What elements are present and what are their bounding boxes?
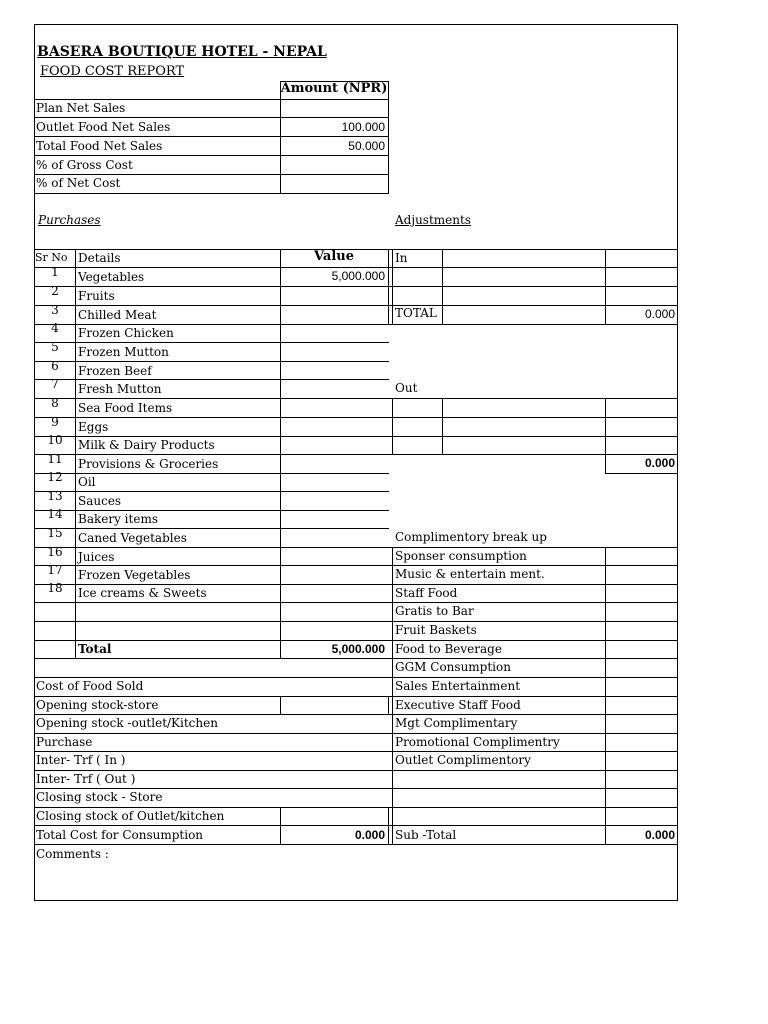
purchase-row-srno: 17	[47, 563, 63, 577]
col-header-srno: Sr No	[35, 251, 68, 264]
complimentary-item: Food to Beverage	[395, 642, 502, 656]
cost-row-label: Inter- Trf ( In )	[36, 753, 126, 767]
total-cost-consumption-value: 0.000	[354, 828, 385, 842]
purchase-row-srno: 12	[47, 470, 63, 484]
purchase-row-details: Frozen Mutton	[78, 345, 169, 359]
purchase-row-srno: 11	[47, 452, 63, 466]
purchase-row-srno: 16	[47, 545, 63, 559]
summary-label-total-food-net-sales: Total Food Net Sales	[36, 139, 163, 153]
purchase-row-details: Ice creams & Sweets	[78, 586, 207, 600]
cost-of-food-sold-heading: Cost of Food Sold	[36, 679, 144, 693]
purchase-row-srno: 2	[51, 284, 59, 298]
purchase-row-details: Eggs	[78, 420, 109, 434]
purchase-row-value: 5,000.000	[331, 269, 385, 283]
purchase-row-details: Chilled Meat	[78, 308, 157, 322]
purchase-row-details: Fruits	[78, 289, 115, 303]
purchase-row-srno: 6	[51, 359, 59, 373]
complimentary-item: Staff Food	[395, 586, 458, 600]
cost-row-label: Inter- Trf ( Out )	[36, 772, 136, 786]
report-title: BASERA BOUTIQUE HOTEL - NEPAL	[37, 44, 327, 60]
summary-value-outlet-food-net-sales: 100.000	[341, 120, 385, 134]
summary-label-net-cost: % of Net Cost	[36, 176, 121, 190]
purchase-row-srno: 13	[47, 489, 63, 503]
purchase-row-details: Frozen Vegetables	[78, 568, 191, 582]
purchase-row-details: Bakery items	[78, 512, 158, 526]
complimentary-item: Fruit Baskets	[395, 623, 477, 637]
purchase-row-details: Oil	[78, 475, 96, 489]
subtotal-label: Sub -Total	[395, 828, 457, 842]
adjustments-in-label: In	[395, 251, 408, 265]
purchase-row-details: Fresh Mutton	[78, 382, 162, 396]
complimentary-item: Outlet Complimentory	[395, 753, 531, 767]
purchase-row-srno: 9	[51, 415, 59, 429]
purchase-row-srno: 10	[47, 433, 63, 447]
purchase-row-details: Frozen Chicken	[78, 326, 174, 340]
complimentary-item: Executive Staff Food	[395, 698, 521, 712]
comments-label: Comments :	[36, 847, 109, 861]
purchase-row-details: Vegetables	[78, 270, 145, 284]
amount-header: Amount (NPR)	[280, 81, 388, 96]
summary-label-gross-cost: % of Gross Cost	[36, 158, 133, 172]
purchase-row-srno: 8	[51, 396, 59, 410]
cost-row-label: Closing stock of Outlet/kitchen	[36, 809, 225, 823]
cost-row-label: Opening stock-store	[36, 698, 159, 712]
adjustments-heading: Adjustments	[395, 213, 471, 227]
col-header-value: Value	[314, 249, 354, 264]
complimentary-heading: Complimentory break up	[395, 530, 547, 544]
purchases-total-value: 5,000.000	[331, 642, 385, 656]
col-header-details: Details	[78, 251, 121, 265]
adjustments-out-total-value: 0.000	[644, 456, 675, 470]
cost-row-label: Opening stock -outlet/Kitchen	[36, 716, 218, 730]
purchase-row-srno: 1	[51, 265, 59, 279]
purchase-row-srno: 3	[51, 303, 59, 317]
purchase-row-details: Milk & Dairy Products	[78, 438, 215, 452]
report-subtitle: FOOD COST REPORT	[40, 64, 185, 79]
purchase-row-details: Sea Food Items	[78, 401, 173, 415]
purchase-row-details: Provisions & Groceries	[78, 457, 219, 471]
purchase-row-srno: 14	[47, 507, 63, 521]
adjustments-out-label: Out	[395, 381, 418, 395]
purchase-row-srno: 7	[51, 377, 59, 391]
cost-row-label: Closing stock - Store	[36, 790, 163, 804]
purchase-row-details: Caned Vegetables	[78, 531, 187, 545]
purchases-heading: Purchases	[38, 213, 101, 227]
complimentary-item: Promotional Complimentry	[395, 735, 560, 749]
complimentary-item: GGM Consumption	[395, 660, 511, 674]
summary-label-outlet-food-net-sales: Outlet Food Net Sales	[36, 120, 171, 134]
purchase-row-details: Frozen Beef	[78, 364, 152, 378]
complimentary-item: Sponser consumption	[395, 549, 527, 563]
complimentary-item: Mgt Complimentary	[395, 716, 518, 730]
adjustments-in-total-value: 0.000	[644, 307, 675, 321]
purchase-row-srno: 4	[51, 321, 59, 335]
complimentary-item: Sales Entertainment	[395, 679, 521, 693]
subtotal-value: 0.000	[644, 828, 675, 842]
summary-label-plan-net-sales: Plan Net Sales	[36, 101, 126, 115]
purchases-total-label: Total	[78, 642, 112, 656]
total-cost-consumption-label: Total Cost for Consumption	[36, 828, 204, 842]
purchase-row-srno: 5	[51, 340, 59, 354]
summary-value-total-food-net-sales: 50.000	[348, 139, 385, 153]
cost-row-label: Purchase	[36, 735, 93, 749]
purchase-row-srno: 15	[47, 526, 63, 540]
purchase-row-details: Sauces	[78, 494, 122, 508]
adjustments-in-total-label: TOTAL	[395, 306, 437, 320]
purchase-row-srno: 18	[47, 581, 63, 595]
complimentary-item: Gratis to Bar	[395, 604, 474, 618]
complimentary-item: Music & entertain ment.	[395, 567, 545, 581]
purchase-row-details: Juices	[78, 550, 115, 564]
